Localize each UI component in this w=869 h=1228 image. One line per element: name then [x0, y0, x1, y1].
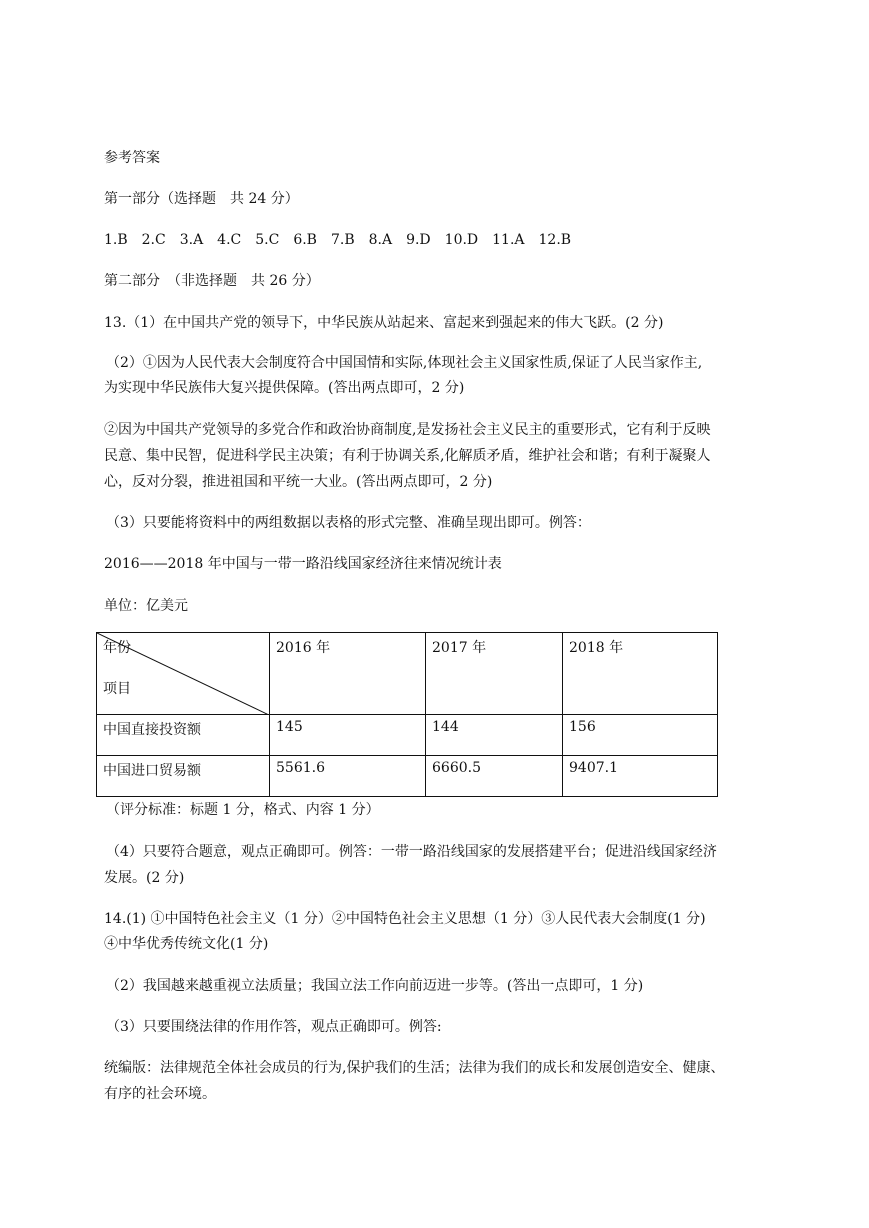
table-cell: 145 [270, 715, 426, 756]
table-header-row [97, 633, 718, 715]
part-two-title: 第二部分 （非选择题 共 26 分） [104, 273, 320, 289]
scoring-criteria: （评分标准：标题 1 分，格式、内容 1 分） [106, 802, 380, 818]
q13-1-answer: 13.（1）在中国共产党的领导下，中华民族从站起来、富起来到强起来的伟大飞跃。(2 分) [104, 315, 664, 331]
q13-2c-line-3: 心，反对分裂，推进祖国和平统一大业。(答出两点即可，2 分) [104, 474, 493, 490]
table-cell: 156 [563, 715, 718, 756]
table-cell: 5561.6 [270, 756, 426, 797]
answer-heading: 参考答案 [104, 150, 160, 166]
q13-2c-line-1: ②因为中国共产党领导的多党合作和政治协商制度,是发扬社会主义民主的重要形式，它有利于反映 [104, 422, 711, 438]
q13-3-answer: （3）只要能将资料中的两组数据以表格的形式完整、准确呈现出即可。例答： [106, 515, 591, 531]
q14-1-line-1: 14.(1) ①中国特色社会主义（1 分）②中国特色社会主义思想（1 分）③人民代表大会制度(1 分) [104, 911, 706, 927]
row-label: 中国进口贸易额 [97, 756, 270, 797]
table-title: 2016——2018 年中国与一带一路沿线国家经济往来情况统计表 [104, 556, 502, 572]
row-label: 中国直接投资额 [97, 715, 270, 756]
header-year: 2018 年 [563, 633, 718, 715]
q14-1-line-2: ④中华优秀传统文化(1 分) [104, 936, 269, 952]
choice-answers: 1.B 2.C 3.A 4.C 5.C 6.B 7.B 8.A 9.D 10.D 11.A 12.B [104, 232, 572, 248]
header-year: 2016 年 [270, 633, 426, 715]
q14-3-line-2: 有序的社会环境。 [104, 1086, 216, 1102]
q14-3-answer: （3）只要围绕法律的作用作答，观点正确即可。例答: [106, 1019, 442, 1035]
table-cell: 144 [426, 715, 563, 756]
corner-item-label: 项目 [103, 681, 131, 697]
q14-3-line-1: 统编版：法律规范全体社会成员的行为,保护我们的生活；法律为我们的成长和发展创造安全、健康、 [104, 1060, 725, 1076]
part-one-title: 第一部分（选择题 共 24 分） [104, 191, 299, 207]
q13-4-line-2: 发展。(2 分) [104, 870, 185, 886]
corner-cell [97, 633, 270, 715]
table-cell: 6660.5 [426, 756, 563, 797]
q13-4-line-1: （4）只要符合题意，观点正确即可。例答：一带一路沿线国家的发展搭建平台；促进沿线国家经济 [106, 844, 717, 860]
table-row [97, 756, 718, 797]
table-unit: 单位：亿美元 [104, 598, 188, 614]
q13-2c-line-2: 民意、集中民智，促进科学民主决策；有利于协调关系,化解质矛盾，维护社会和谐；有利于凝聚人 [104, 448, 711, 464]
table-cell: 9407.1 [563, 756, 718, 797]
table-row [97, 715, 718, 756]
q13-2-line-1: （2）①因为人民代表大会制度符合中国国情和实际,体现社会主义国家性质,保证了人民当家作主, [106, 355, 703, 371]
statistics-table [96, 632, 718, 797]
corner-year-label: 年份 [103, 640, 131, 656]
q13-2-line-2: 为实现中华民族伟大复兴提供保障。(答出两点即可，2 分) [104, 380, 465, 396]
header-year: 2017 年 [426, 633, 563, 715]
q14-2-answer: （2）我国越来越重视立法质量；我国立法工作向前迈进一步等。(答出一点即可，1 分) [106, 978, 644, 994]
